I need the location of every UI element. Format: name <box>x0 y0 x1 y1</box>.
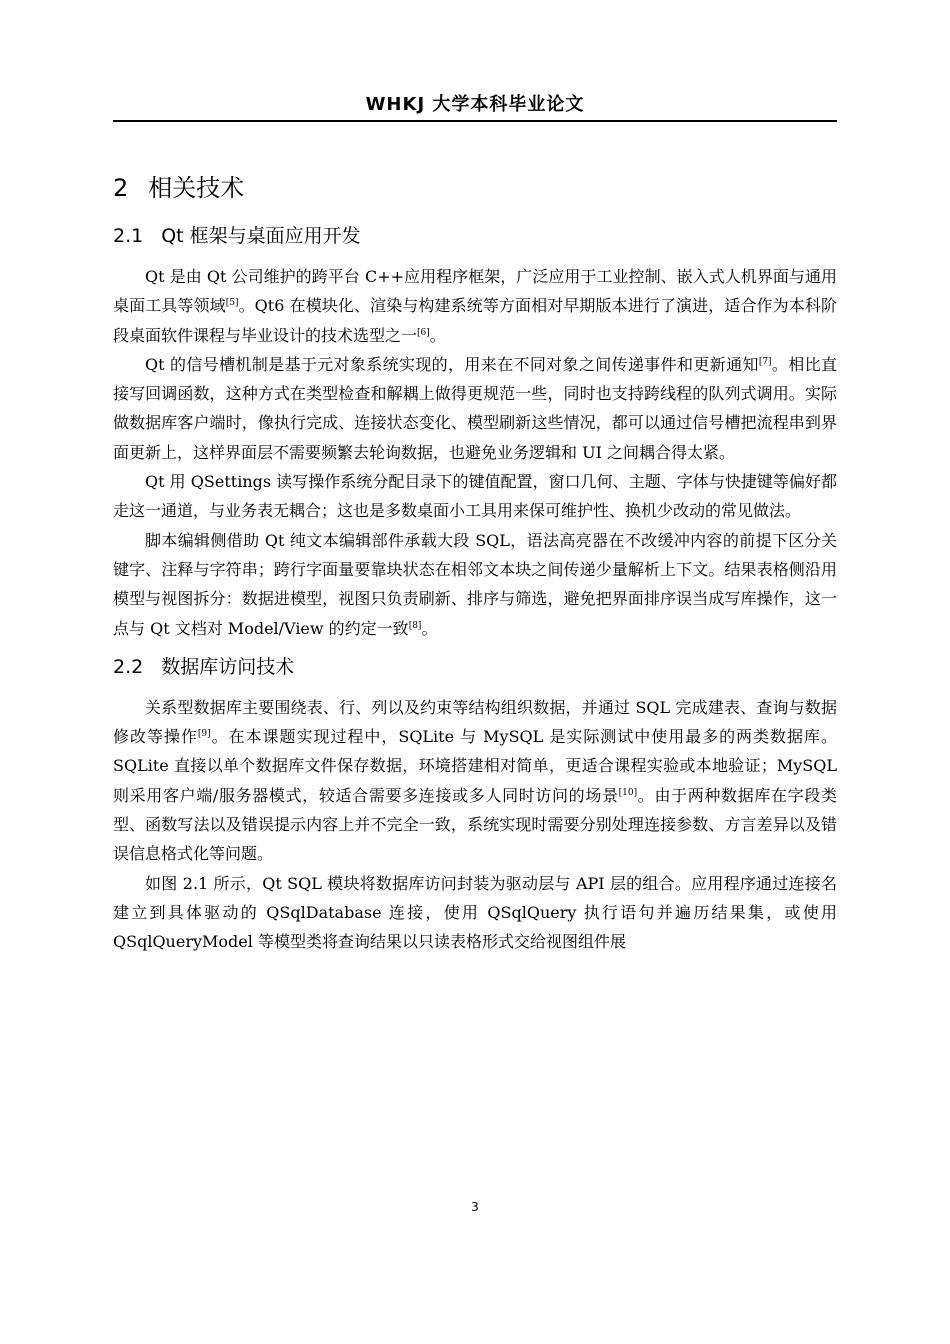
text-run: Qt 的信号槽机制是基于元对象系统实现的，用来在不同对象之间传递事件和更新通知 <box>145 354 759 374</box>
section-number: 2.1 <box>113 225 144 247</box>
paragraph <box>113 350 837 467</box>
citation: [6] <box>417 327 430 338</box>
paragraph: 如图 2.1 所示，Qt SQL 模块将数据库访问封装为驱动层与 API 层的组合。应用程序通过连接名建立到具体驱动的 QSqlDatabase 连接，使用 QSqlQuery 执行语句并遍历结果集，或使用 QSqlQueryModel 等模型类将查询结果以只读表格形式交给视图组件展 <box>113 873 837 952</box>
citation: [5] <box>225 298 239 309</box>
citation: [8] <box>408 620 422 631</box>
page-number: 3 <box>471 1200 479 1214</box>
citation: [10] <box>618 787 638 798</box>
paragraph <box>113 262 837 350</box>
chapter-title: 相关技术 <box>148 174 245 202</box>
section-heading-2-2 <box>113 653 837 681</box>
citation: [9] <box>197 729 211 740</box>
page-content <box>113 162 837 957</box>
text-run: 。相比直接写回调函数，这种方式在类型检查和解耦上做得更规范一些，同时也支持跨线程的队列式调用。实际做数据库客户端时，像执行完成、连接状态变化、模型刷新这些情况，都可以通过信号槽把流程串到界面更新上，这样界面层不需要频繁去轮询数据，也避免业务逻辑和 UI 之间耦合得太紧。 <box>113 354 837 462</box>
section-title: Qt 框架与桌面应用开发 <box>161 225 361 247</box>
text-run: Qt 是由 Qt 公司维护的跨平台 C++应用程序框架，广泛应用于工业控制、嵌入式人机界面与通用桌面工具等领域 <box>113 267 837 316</box>
paragraph <box>113 526 837 643</box>
text-run: 。 <box>421 618 438 638</box>
running-header <box>113 92 837 122</box>
section-title: 数据库访问技术 <box>161 655 295 678</box>
section-number: 2.2 <box>113 655 144 678</box>
section-heading-2-1 <box>113 222 837 250</box>
paragraph <box>113 693 837 869</box>
text-run: 。Qt6 在模块化、渲染与构建系统等方面相对早期版本进行了演进，适合作为本科阶段桌面软件课程与毕业设计的技术选型之一 <box>113 296 837 345</box>
citation: [7] <box>758 356 772 367</box>
header-title: WHKJ 大学本科毕业论文 <box>365 94 585 115</box>
text-run: 关系型数据库主要围绕表、行、列以及约束等结构组织数据，并通过 SQL 完成建表、查询与数据修改等操作 <box>113 697 837 747</box>
chapter-heading <box>113 172 837 204</box>
text-run: 。 <box>429 325 446 345</box>
paragraph: Qt 用 QSettings 读写操作系统分配目录下的键值配置，窗口几何、主题、字体与快捷键等偏好都走这一通道，与业务表无耦合；这也是多数桌面小工具用来保可维护性、换机少改动的常见做法。 <box>113 472 837 521</box>
text-run: 。在本课题实现过程中，SQLite 与 MySQL 是实际测试中使用最多的两类数据库。SQLite 直接以单个数据库文件保存数据，环境搭建相对简单，更适合课程实验或本地验证；MySQL 则采用客户端/服务器模式，较适合需要多连接或多人同时访问的场景 <box>113 727 837 805</box>
chapter-number: 2 <box>113 174 129 202</box>
text-run: 脚本编辑侧借助 Qt 纯文本编辑部件承载大段 SQL，语法高亮器在不改缓冲内容的前提下区分关键字、注释与字符串；跨行字面量要靠块状态在相邻文本块之间传递少量解析上下文。结果表格侧沿用模型与视图拆分：数据进模型，视图只负责刷新、排序与筛选，避免把界面排序误当成写库操作，这一点与 Qt 文档对 Model/View 的约定一致 <box>113 530 837 638</box>
text-run: 。由于两种数据库在字段类型、函数写法以及错误提示内容上并不完全一致，系统实现时需要分别处理连接参数、方言差异以及错误信息格式化等问题。 <box>113 785 837 864</box>
